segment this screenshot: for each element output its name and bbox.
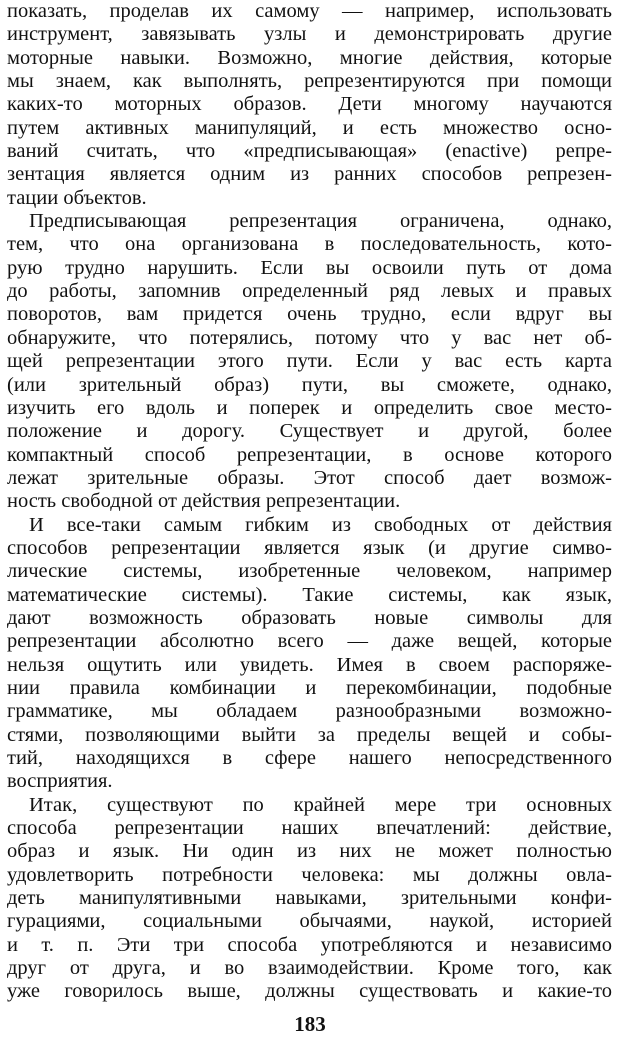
text-line: стями, позволяющими выйти за пределы вещей и собы- <box>7 723 612 746</box>
text-line: тий, находящихся в сфере нашего непосредственного <box>7 747 612 769</box>
text-line: тации объектов. <box>7 186 147 209</box>
text-line: изучить его вдоль и поперек и определить свое место- <box>7 396 612 419</box>
text-line: положение и дорогу. Существует и другой, более <box>7 420 612 443</box>
paragraph <box>7 514 612 794</box>
page-body-text <box>7 0 612 1004</box>
text-line: удовлетворить потребности человека: мы должны овла- <box>7 863 612 886</box>
text-line: друг от друга, и во взаимодействии. Кроме того, как <box>7 957 612 980</box>
text-line: восприятия. <box>7 770 113 793</box>
text-line: грамматике, мы обладаем разнообразными возможно- <box>7 700 612 723</box>
page-number: 183 <box>294 1012 326 1036</box>
text-line: образ и язык. Ни один из них не может полностью <box>7 840 612 863</box>
text-line: зентация является одним из ранних способов репрезен- <box>7 163 612 186</box>
text-line: нии правила комбинации и перекомбинации, подобные <box>7 676 612 699</box>
text-line: мы знаем, как выполнять, репрезентируются при помощи <box>7 70 612 93</box>
paragraph <box>7 210 612 513</box>
text-line: Предписывающая репрезентация ограничена, однако, <box>29 210 612 233</box>
text-line: моторные навыки. Возможно, многие действия, которые <box>7 46 612 69</box>
text-line: и т. п. Эти три способа употребляются и независимо <box>7 933 612 956</box>
text-line: поворотов, вам придется очень трудно, если вдруг вы <box>7 303 612 326</box>
text-line: тем, что она организована в последовательность, кото- <box>7 233 612 256</box>
text-line: гурациями, социальными обычаями, наукой, историей <box>7 910 612 933</box>
text-line: способов репрезентации является язык (и другие симво- <box>7 536 612 559</box>
text-line: ность свободной от действия репрезентации. <box>7 490 401 513</box>
text-line: обнаружите, что потерялись, потому что у вас нет об- <box>7 326 612 349</box>
paragraph <box>7 794 612 1004</box>
text-line: лежат зрительные образы. Этот способ дает возмож- <box>7 466 612 489</box>
text-line: Итак, существуют по крайней мере три основных <box>29 793 612 816</box>
text-line: И все-таки самым гибким из свободных от действия <box>29 513 612 536</box>
text-line: ваний считать, что «предписывающая» (enactive) репре- <box>7 140 612 163</box>
text-line: математические системы). Такие системы, как язык, <box>7 583 612 606</box>
text-line: способа репрезентации наших впечатлений: действие, <box>7 817 612 840</box>
text-line: уже говорилось выше, должны существовать и какие-то <box>7 980 612 1003</box>
paragraph <box>7 0 612 210</box>
text-line: до работы, запомнив определенный ряд левых и правых <box>7 280 612 303</box>
text-line: (или зрительный образ) пути, вы сможете, однако, <box>7 373 612 396</box>
text-line: дают возможность образовать новые символы для <box>7 606 612 629</box>
text-line: рую трудно нарушить. Если вы освоили путь от дома <box>7 256 612 279</box>
text-line: компактный способ репрезентации, в основе которого <box>7 443 612 466</box>
text-line: показать, проделав их самому — например, использовать <box>7 0 612 22</box>
text-line: нельзя ощутить или увидеть. Имея в своем распоряже- <box>7 653 612 676</box>
text-line: путем активных манипуляций, и есть множество осно- <box>7 116 612 139</box>
text-line: репрезентации абсолютно всего — даже вещей, которые <box>7 630 612 653</box>
text-line: каких-то моторных образов. Дети многому научаются <box>7 93 612 116</box>
text-line: инструмент, завязывать узлы и демонстрировать другие <box>7 23 612 46</box>
text-line: лические системы, изобретенные человеком, например <box>7 560 612 583</box>
text-line: щей репрезентации этого пути. Если у вас есть карта <box>7 350 612 373</box>
text-line: деть манипулятивными навыками, зрительными конфи- <box>7 887 612 910</box>
